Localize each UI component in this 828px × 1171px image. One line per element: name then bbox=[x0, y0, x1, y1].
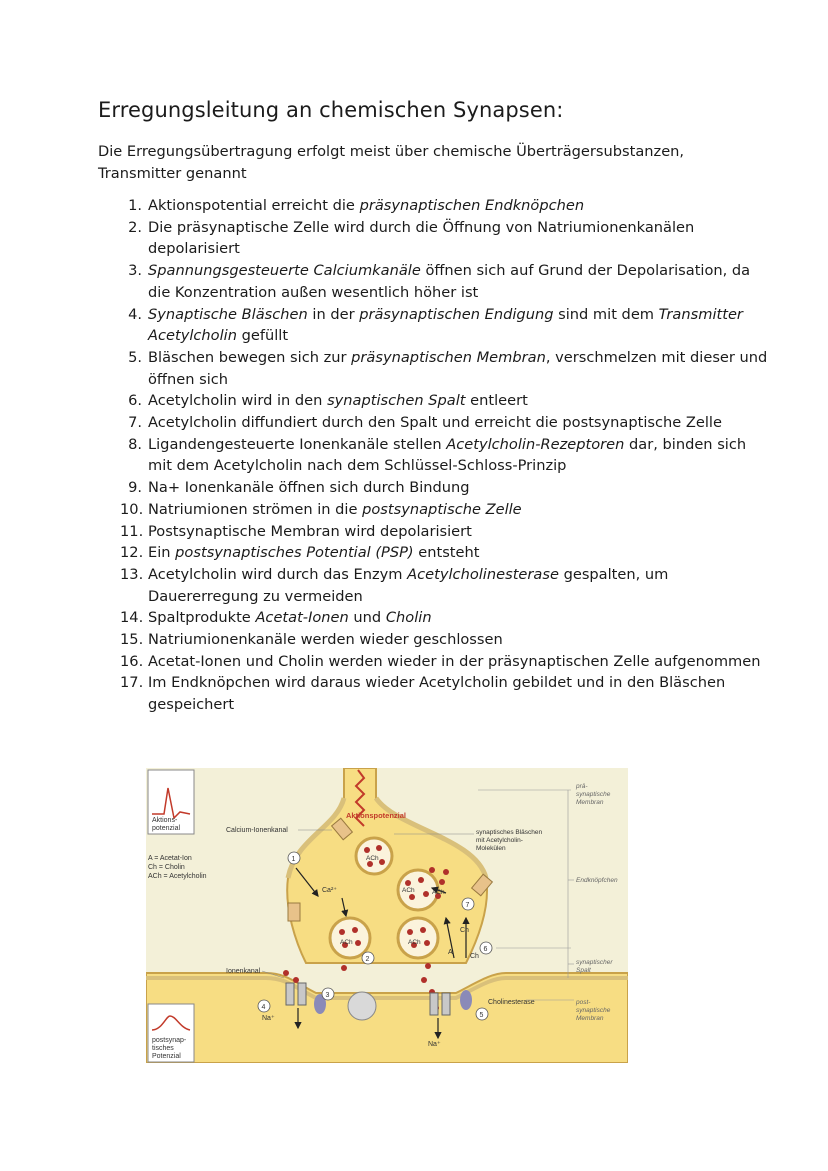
list-item-text: sind mit dem bbox=[553, 305, 659, 323]
list-item-text: öffnen sich auf Grund der Depolarisation, da die Konzentration außen wesentlich höher ist bbox=[148, 262, 751, 301]
cholin-label-2: Ch bbox=[470, 953, 479, 960]
number-marker-7 bbox=[462, 898, 474, 910]
list-item-term: Cholin bbox=[385, 609, 432, 627]
list-item-text: Natriumionen strömen in die bbox=[148, 500, 363, 518]
box-bottom-label-1: postsynap- bbox=[152, 1037, 187, 1044]
number-marker-5 bbox=[476, 1008, 488, 1020]
list-item-term: Transmitter Acetylcholin bbox=[148, 305, 743, 345]
vesicle-middle-ach: ACh bbox=[402, 887, 415, 894]
vesicle-top-ach: ACh bbox=[366, 855, 379, 862]
svg-text:3: 3 bbox=[325, 992, 330, 999]
list-item-number: 5. bbox=[128, 348, 142, 366]
intro-text bbox=[98, 141, 738, 184]
list-item bbox=[120, 651, 770, 673]
prae-label-1: prä- bbox=[576, 783, 588, 790]
box-top-label-1: Aktions- bbox=[152, 817, 178, 824]
calcium-channel-label: Calcium-Ionenkanal bbox=[226, 827, 288, 834]
list-item bbox=[120, 217, 770, 260]
box-bottom-label-2: tisches bbox=[152, 1045, 174, 1052]
list-item-term: postsynaptische Zelle bbox=[362, 500, 522, 518]
number-marker-3 bbox=[322, 988, 334, 1000]
sodium-label-left: Na⁺ bbox=[262, 1015, 275, 1022]
list-item bbox=[120, 521, 770, 543]
list-item-text: gefüllt bbox=[236, 327, 289, 345]
list-item-text: und bbox=[348, 609, 386, 627]
vesicle-left-ach: ACh bbox=[340, 939, 353, 946]
list-item-number: 4. bbox=[128, 305, 142, 323]
list-item bbox=[120, 477, 770, 499]
post-label-1: post- bbox=[576, 999, 591, 1006]
calcium-ion-label: Ca²⁺ bbox=[322, 887, 337, 894]
list-item-number: 1. bbox=[128, 197, 142, 214]
legend-acetylcholin: ACh = Acetylcholin bbox=[148, 873, 207, 880]
list-item bbox=[120, 607, 770, 629]
calcium-channel-lower bbox=[288, 903, 300, 921]
list-item-term: Acetylcholinesterase bbox=[407, 565, 559, 583]
list-item-text: dar, binden sich mit dem Acetylcholin nach dem Schlüssel-Schloss-Prinzip bbox=[148, 435, 747, 475]
list-item bbox=[120, 390, 770, 412]
svg-text:4: 4 bbox=[261, 1004, 266, 1011]
list-item-number: 7. bbox=[128, 414, 142, 432]
list-item-term: präsynaptischen Membran bbox=[351, 348, 546, 366]
receptor-middle bbox=[348, 992, 376, 1020]
number-marker-4 bbox=[258, 1000, 270, 1012]
svg-text:1: 1 bbox=[291, 856, 296, 863]
list-item-term: präsynaptischen Endigung bbox=[359, 305, 554, 323]
legend-cholin: Ch = Cholin bbox=[148, 864, 185, 871]
spalt-label-2: Spalt bbox=[576, 967, 591, 974]
list-item-number: 16. bbox=[120, 652, 144, 670]
vesicle-middle-ach-2: ACh bbox=[432, 889, 445, 896]
list-item bbox=[120, 260, 770, 303]
list-item-number: 3. bbox=[128, 262, 142, 280]
list-item-text: Spaltprodukte bbox=[148, 609, 256, 627]
list-item bbox=[120, 195, 770, 217]
post-label-3: Membran bbox=[576, 1015, 604, 1022]
list-item-text: Ein bbox=[148, 544, 176, 562]
list-item-text: Na+ Ionenkanäle öffnen sich durch Bindung bbox=[148, 479, 470, 497]
ion-channel-label: Ionenkanal bbox=[226, 968, 261, 975]
list-item-number: 17. bbox=[120, 674, 144, 692]
list-item-text: Ligandengesteuerte Ionenkanäle stellen bbox=[148, 435, 447, 453]
list-item-number: 9. bbox=[128, 479, 142, 497]
list-item bbox=[120, 304, 770, 347]
list-item-term: synaptischen Spalt bbox=[327, 392, 466, 410]
cholin-label: Ch bbox=[460, 927, 469, 934]
list-item bbox=[120, 499, 770, 521]
list-item bbox=[120, 542, 770, 564]
list-item-term: Acetat-Ionen bbox=[255, 609, 349, 627]
aktionspotenzial-label: Aktionspotenzial bbox=[346, 811, 407, 820]
list-item bbox=[120, 564, 770, 607]
number-marker-6 bbox=[480, 942, 492, 954]
list-item-text: Acetylcholin diffundiert durch den Spalt und erreicht die postsynaptische Zelle bbox=[148, 414, 722, 432]
synapse-diagram bbox=[146, 768, 628, 1063]
postsynaptic-cell bbox=[146, 973, 628, 1063]
list-item-text: gespalten, um Dauererregung zu vermeiden bbox=[148, 565, 669, 605]
prae-label-3: Membran bbox=[576, 799, 604, 806]
list-item-number: 11. bbox=[120, 522, 144, 540]
list-item-term: präsynaptischen Endknöpchen bbox=[359, 197, 585, 214]
list-item-text: Acetylcholin wird durch das Enzym bbox=[148, 565, 408, 583]
endknoepfchen-label: Endknöpfchen bbox=[576, 877, 618, 884]
steps-list bbox=[120, 195, 770, 716]
svg-text:5: 5 bbox=[479, 1012, 484, 1019]
vesicle-right-ach: ACh bbox=[408, 939, 421, 946]
cholinesterase-label: Cholinesterase bbox=[488, 999, 535, 1006]
list-item-text: Postsynaptische Membran wird depolarisiert bbox=[148, 522, 472, 540]
list-item bbox=[120, 672, 770, 715]
list-item-number: 10. bbox=[120, 500, 144, 518]
list-item-text: in der bbox=[307, 305, 360, 323]
list-item-term: Spannungsgesteuerte Calciumkanäle bbox=[148, 262, 421, 280]
vesicle-label-3: Molekülen bbox=[476, 845, 506, 852]
box-top-label-2: potenzial bbox=[152, 825, 181, 832]
page-title: Erregungsleitung an chemischen Synapsen: bbox=[98, 98, 564, 122]
vesicle-lower-right bbox=[398, 918, 438, 958]
list-item-number: 13. bbox=[120, 565, 144, 583]
vesicle-lower-left bbox=[330, 918, 370, 958]
cholinesterase-enzyme-right bbox=[460, 990, 472, 1010]
acetat-label: A bbox=[448, 949, 453, 956]
list-item-text: Natriumionenkanäle werden wieder geschlossen bbox=[148, 631, 503, 649]
list-item bbox=[120, 412, 770, 434]
list-item-number: 14. bbox=[120, 609, 144, 627]
list-item-text: , verschmelzen mit dieser und öffnen sich bbox=[148, 348, 768, 388]
vesicle-label-1: synaptisches Bläschen bbox=[476, 829, 543, 836]
prae-label-2: synaptische bbox=[576, 791, 611, 798]
list-item-term: postsynaptisches Potential (PSP) bbox=[175, 544, 414, 562]
list-item-number: 6. bbox=[128, 392, 142, 410]
list-item-number: 8. bbox=[128, 435, 142, 453]
list-item-text: Aktionspotential erreicht die bbox=[148, 197, 360, 214]
list-item-text: entsteht bbox=[413, 544, 480, 562]
list-item-text: entleert bbox=[465, 392, 528, 410]
list-item-text: Acetat-Ionen und Cholin werden wieder in der präsynaptischen Zelle aufgenommen bbox=[148, 652, 761, 670]
list-item-number: 15. bbox=[120, 631, 144, 649]
list-item-text: Acetylcholin wird in den bbox=[148, 392, 328, 410]
vesicle-label-2: mit Acetylcholin- bbox=[476, 837, 523, 844]
intro-line-2: Transmitter genannt bbox=[98, 164, 247, 182]
list-item-text: Die präsynaptische Zelle wird durch die Öffnung von Natriumionenkanälen depolarisiert bbox=[148, 218, 695, 258]
number-marker-2 bbox=[362, 952, 374, 964]
list-item bbox=[120, 434, 770, 477]
list-item bbox=[120, 347, 770, 390]
list-item bbox=[120, 629, 770, 651]
list-item-number: 12. bbox=[120, 544, 144, 562]
post-label-2: synaptische bbox=[576, 1007, 611, 1014]
list-item-term: Acetylcholin-Rezeptoren bbox=[446, 435, 625, 453]
list-item-number: 2. bbox=[128, 218, 142, 236]
number-marker-1 bbox=[288, 852, 300, 864]
svg-text:2: 2 bbox=[365, 956, 370, 963]
list-item-text: Im Endknöpchen wird daraus wieder Acetylcholin gebildet und in den Bläschen gespeichert bbox=[148, 674, 726, 714]
list-item-text: Bläschen bewegen sich zur bbox=[148, 348, 352, 366]
svg-text:7: 7 bbox=[465, 902, 470, 909]
spalt-label-1: synaptischer bbox=[576, 959, 613, 966]
legend-acetat: A = Acetat-Ion bbox=[148, 855, 192, 862]
right-bracket-lines bbox=[478, 790, 574, 1000]
synapse-figure bbox=[146, 768, 628, 1063]
box-bottom-label-3: Potenzial bbox=[152, 1053, 181, 1060]
sodium-label-right: Na⁺ bbox=[428, 1041, 441, 1048]
intro-line-1: Die Erregungsübertragung erfolgt meist über chemische Überträgersubstanzen, bbox=[98, 143, 685, 160]
list-item-term: Synaptische Bläschen bbox=[148, 305, 308, 323]
svg-text:6: 6 bbox=[483, 946, 488, 953]
